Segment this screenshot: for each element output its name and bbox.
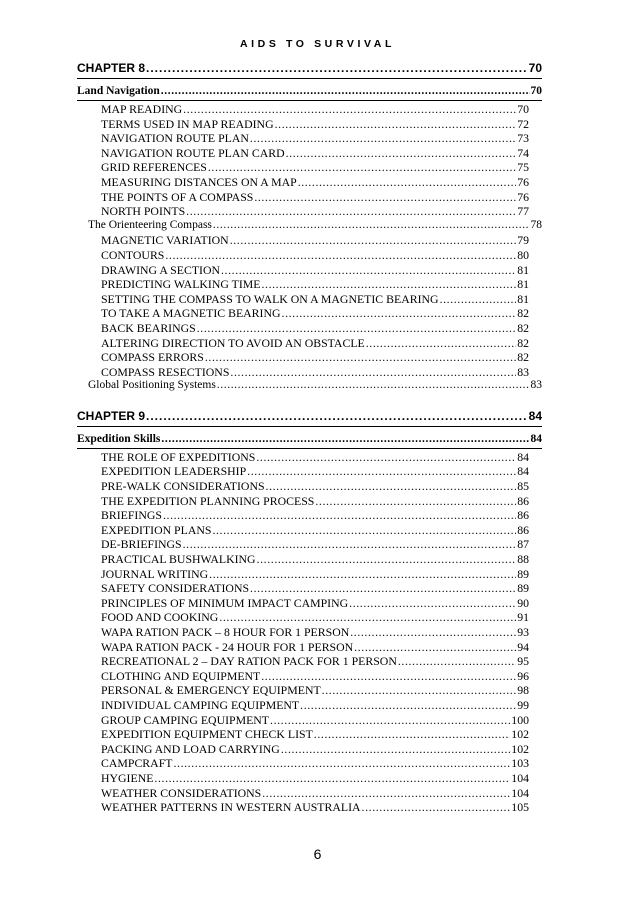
toc-entry[interactable] (77, 321, 542, 336)
page-number: 75 (517, 160, 529, 175)
dot-leader (197, 321, 516, 336)
dot-leader (266, 479, 517, 494)
toc-entry[interactable] (77, 537, 542, 552)
page-number: 94 (517, 639, 529, 654)
dot-leader (354, 640, 516, 655)
entry-title: WAPA RATION PACK – 8 HOUR FOR 1 PERSON (101, 625, 350, 639)
dot-leader (212, 523, 516, 538)
dot-leader (322, 683, 517, 698)
toc-section-expedition-skills[interactable] (77, 433, 542, 449)
page-number: 83 (530, 379, 542, 392)
entry-title: CAMPCRAFT (101, 756, 173, 771)
dot-leader (250, 131, 516, 146)
dot-leader (146, 409, 528, 423)
dot-leader (183, 102, 516, 117)
page-number: 72 (517, 116, 529, 131)
page-number-footer: 6 (313, 846, 322, 862)
entry-title: GROUP CAMPING EQUIPMENT (101, 712, 270, 727)
subsection-title: The Orienteering Compass (88, 218, 212, 231)
running-header: AIDS TO SURVIVAL (239, 38, 396, 50)
dot-leader (208, 160, 516, 175)
entry-title: SAFETY CONSIDERATIONS (101, 581, 250, 596)
page-number: 88 (517, 552, 529, 567)
dot-leader (349, 596, 516, 611)
toc-entry[interactable] (77, 350, 542, 365)
entry-title: MAP READING (101, 102, 183, 116)
entry-title: WEATHER PATTERNS IN WESTERN AUSTRALIA (101, 800, 361, 815)
toc-entry[interactable] (77, 698, 542, 713)
toc-entry[interactable] (77, 450, 542, 465)
dot-leader (254, 190, 516, 205)
entry-title: DRAWING A SECTION (101, 262, 220, 277)
dot-leader (282, 306, 517, 321)
toc-subsection-orienteering-compass[interactable] (77, 219, 542, 234)
toc-entry[interactable] (77, 610, 542, 625)
toc-entry[interactable] (77, 567, 542, 582)
toc-entry[interactable] (77, 742, 542, 757)
toc-entry[interactable] (77, 117, 542, 132)
subsection-title: Global Positioning Systems (88, 379, 216, 392)
page-number: 86 (517, 493, 529, 508)
page-number: 70 (517, 102, 529, 116)
entry-title: NORTH POINTS (101, 204, 186, 219)
toc-items-group (77, 450, 542, 815)
toc-entry[interactable] (77, 625, 542, 640)
page-number: 82 (517, 335, 529, 350)
toc-entry[interactable] (77, 146, 542, 161)
entry-title: INDIVIDUAL CAMPING EQUIPMENT (101, 697, 300, 712)
dot-leader (261, 669, 516, 684)
toc-entry[interactable] (77, 771, 542, 786)
toc-items-group (77, 102, 542, 219)
page-number: 84 (530, 432, 542, 445)
page-number: 82 (517, 306, 529, 321)
entry-title: COMPASS RESECTIONS (101, 364, 230, 379)
dot-leader (154, 771, 510, 786)
toc-section-land-navigation[interactable] (77, 85, 542, 101)
page-number: 74 (517, 145, 529, 160)
dot-leader (350, 625, 516, 640)
page-number: 80 (517, 247, 529, 262)
entry-title: MAGNETIC VARIATION (101, 233, 229, 248)
dot-leader (300, 698, 516, 713)
page-number: 103 (511, 756, 529, 771)
page-number: 89 (517, 566, 529, 581)
toc-entry[interactable] (77, 336, 542, 351)
dot-leader (219, 610, 516, 625)
page-number: 79 (517, 233, 529, 248)
toc-entry[interactable] (77, 204, 542, 219)
dot-leader (205, 350, 516, 365)
dot-leader (262, 786, 510, 801)
toc-entry[interactable] (77, 756, 542, 771)
toc-entry[interactable] (77, 233, 542, 248)
page-number: 90 (517, 595, 529, 610)
page-number: 102 (511, 741, 529, 756)
toc-entry[interactable] (77, 669, 542, 684)
page-number: 81 (517, 291, 529, 306)
page-number: 81 (517, 277, 529, 292)
page-number: 77 (517, 204, 529, 219)
entry-title: PERSONAL & EMERGENCY EQUIPMENT (101, 683, 321, 698)
toc-entry[interactable] (77, 277, 542, 292)
toc-entry[interactable] (77, 190, 542, 205)
page-number: 86 (517, 522, 529, 537)
entry-title: PRE-WALK CONSIDERATIONS (101, 479, 265, 494)
page-number: 100 (511, 712, 529, 727)
page-number: 93 (517, 625, 529, 639)
entry-title: EXPEDITION LEADERSHIP (101, 464, 247, 479)
entry-title: CONTOURS (101, 247, 165, 262)
page-number: 84 (528, 408, 542, 423)
dot-leader (256, 450, 516, 465)
toc-entry[interactable] (77, 479, 542, 494)
entry-title: HYGIENE (101, 770, 154, 785)
dot-leader (161, 85, 530, 97)
page-number: 104 (511, 785, 529, 800)
page-number: 82 (517, 350, 529, 365)
page-number: 102 (511, 727, 529, 742)
page-number: 86 (517, 508, 529, 523)
toc-entry[interactable] (77, 508, 542, 523)
entry-title: BACK BEARINGS (101, 320, 196, 335)
dot-leader (165, 248, 516, 263)
page-number: 82 (517, 320, 529, 335)
page-number: 83 (517, 364, 529, 379)
dot-leader (398, 654, 516, 669)
section-title: Expedition Skills (77, 432, 161, 445)
dot-leader (281, 742, 510, 757)
entry-title: THE ROLE OF EXPEDITIONS (101, 449, 256, 464)
page-number: 81 (517, 262, 529, 277)
dot-leader (230, 233, 517, 248)
toc-items-group (77, 233, 542, 379)
page-number: 99 (517, 697, 529, 712)
page-number: 76 (517, 174, 529, 189)
dot-leader (366, 336, 516, 351)
dot-leader (186, 204, 516, 219)
entry-title: NAVIGATION ROUTE PLAN (101, 131, 249, 146)
entry-title: PRACTICAL BUSHWALKING (101, 552, 256, 567)
toc-entry[interactable] (77, 248, 542, 263)
dot-leader (183, 537, 517, 552)
entry-title: PRINCIPLES OF MINIMUM IMPACT CAMPING (101, 595, 349, 610)
toc-entry[interactable] (77, 683, 542, 698)
page-number: 87 (517, 537, 529, 552)
entry-title: PACKING AND LOAD CARRYING (101, 741, 280, 756)
dot-leader (275, 117, 517, 132)
chapter-title: CHAPTER 9 (77, 408, 146, 423)
page-number: 105 (511, 800, 529, 815)
entry-title: MEASURING DISTANCES ON A MAP (101, 174, 297, 189)
toc-entry[interactable] (77, 727, 542, 742)
page-number: 73 (517, 131, 529, 146)
entry-title: NAVIGATION ROUTE PLAN CARD (101, 145, 285, 160)
dot-leader (209, 567, 516, 582)
dot-leader (261, 277, 516, 292)
entry-title: FOOD AND COOKING (101, 610, 219, 625)
toc-entry[interactable] (77, 464, 542, 479)
toc-entry[interactable] (77, 263, 542, 278)
dot-leader (440, 292, 517, 307)
entry-title: ALTERING DIRECTION TO AVOID AN OBSTACLE (101, 335, 365, 350)
dot-leader (146, 61, 528, 75)
chapter-title: CHAPTER 8 (77, 61, 146, 75)
entry-title: BRIEFINGS (101, 508, 162, 523)
toc-subsection-gps[interactable] (77, 379, 542, 394)
page-number: 70 (530, 85, 542, 97)
page-number: 96 (517, 668, 529, 683)
dot-leader (173, 756, 510, 771)
entry-title: TO TAKE A MAGNETIC BEARING (101, 306, 281, 321)
toc-entry[interactable] (77, 581, 542, 596)
page-number: 98 (517, 683, 529, 698)
page-number: 76 (517, 189, 529, 204)
toc-entry[interactable] (77, 640, 542, 655)
dot-leader (221, 263, 516, 278)
page-number: 104 (511, 770, 529, 785)
entry-title: GRID REFERENCES (101, 160, 207, 175)
dot-leader (298, 175, 517, 190)
page-number: 84 (517, 449, 529, 464)
toc-entry[interactable] (77, 102, 542, 117)
entry-title: CLOTHING AND EQUIPMENT (101, 668, 261, 683)
page-number: 70 (528, 61, 542, 75)
dot-leader (314, 727, 511, 742)
entry-title: WAPA RATION PACK - 24 HOUR FOR 1 PERSON (101, 639, 354, 654)
entry-title: THE POINTS OF A COMPASS (101, 189, 254, 204)
entry-title: RECREATIONAL 2 – DAY RATION PACK FOR 1 PERSON (101, 654, 397, 669)
toc-entry[interactable] (77, 292, 542, 307)
dot-leader (257, 552, 517, 567)
dot-leader (230, 365, 516, 380)
page-number: 78 (530, 218, 542, 231)
entry-title: EXPEDITION PLANS (101, 522, 212, 537)
toc-entry[interactable] (77, 523, 542, 538)
toc-entry[interactable] (77, 713, 542, 728)
entry-title: PREDICTING WALKING TIME (101, 277, 261, 292)
dot-leader (270, 713, 510, 728)
section-title: Land Navigation (77, 85, 160, 97)
toc-entry[interactable] (77, 494, 542, 509)
page-number: 84 (517, 464, 529, 479)
page-number: 95 (517, 654, 529, 669)
toc-entry[interactable] (77, 131, 542, 146)
toc-entry[interactable] (77, 552, 542, 567)
entry-title: EXPEDITION EQUIPMENT CHECK LIST (101, 727, 313, 742)
dot-leader (247, 464, 516, 479)
dot-leader (161, 433, 529, 445)
entry-title: DE-BRIEFINGS (101, 537, 182, 552)
entry-title: COMPASS ERRORS (101, 350, 204, 365)
dot-leader (315, 494, 516, 509)
dot-leader (250, 581, 516, 596)
toc-chapter-9[interactable] (77, 409, 542, 427)
entry-title: THE EXPEDITION PLANNING PROCESS (101, 493, 315, 508)
dot-leader (213, 219, 530, 231)
entry-title: SETTING THE COMPASS TO WALK ON A MAGNETIC BEARING (101, 291, 439, 306)
dot-leader (362, 800, 511, 815)
dot-leader (163, 508, 516, 523)
page-number: 85 (517, 479, 529, 494)
page-number: 89 (517, 581, 529, 596)
dot-leader (286, 146, 517, 161)
toc-entry[interactable] (77, 365, 542, 380)
toc-entry[interactable] (77, 654, 542, 669)
toc-chapter-8[interactable] (77, 61, 542, 79)
toc-entry[interactable] (77, 175, 542, 190)
toc-entry[interactable] (77, 596, 542, 611)
table-of-contents (77, 56, 542, 815)
toc-entry[interactable] (77, 786, 542, 801)
entry-title: JOURNAL WRITING (101, 566, 209, 581)
entry-title: TERMS USED IN MAP READING (101, 116, 274, 131)
page-number: 91 (517, 610, 529, 625)
toc-entry[interactable] (77, 160, 542, 175)
toc-entry[interactable] (77, 306, 542, 321)
toc-entry[interactable] (77, 800, 542, 815)
entry-title: WEATHER CONSIDERATIONS (101, 785, 262, 800)
dot-leader (217, 379, 530, 391)
